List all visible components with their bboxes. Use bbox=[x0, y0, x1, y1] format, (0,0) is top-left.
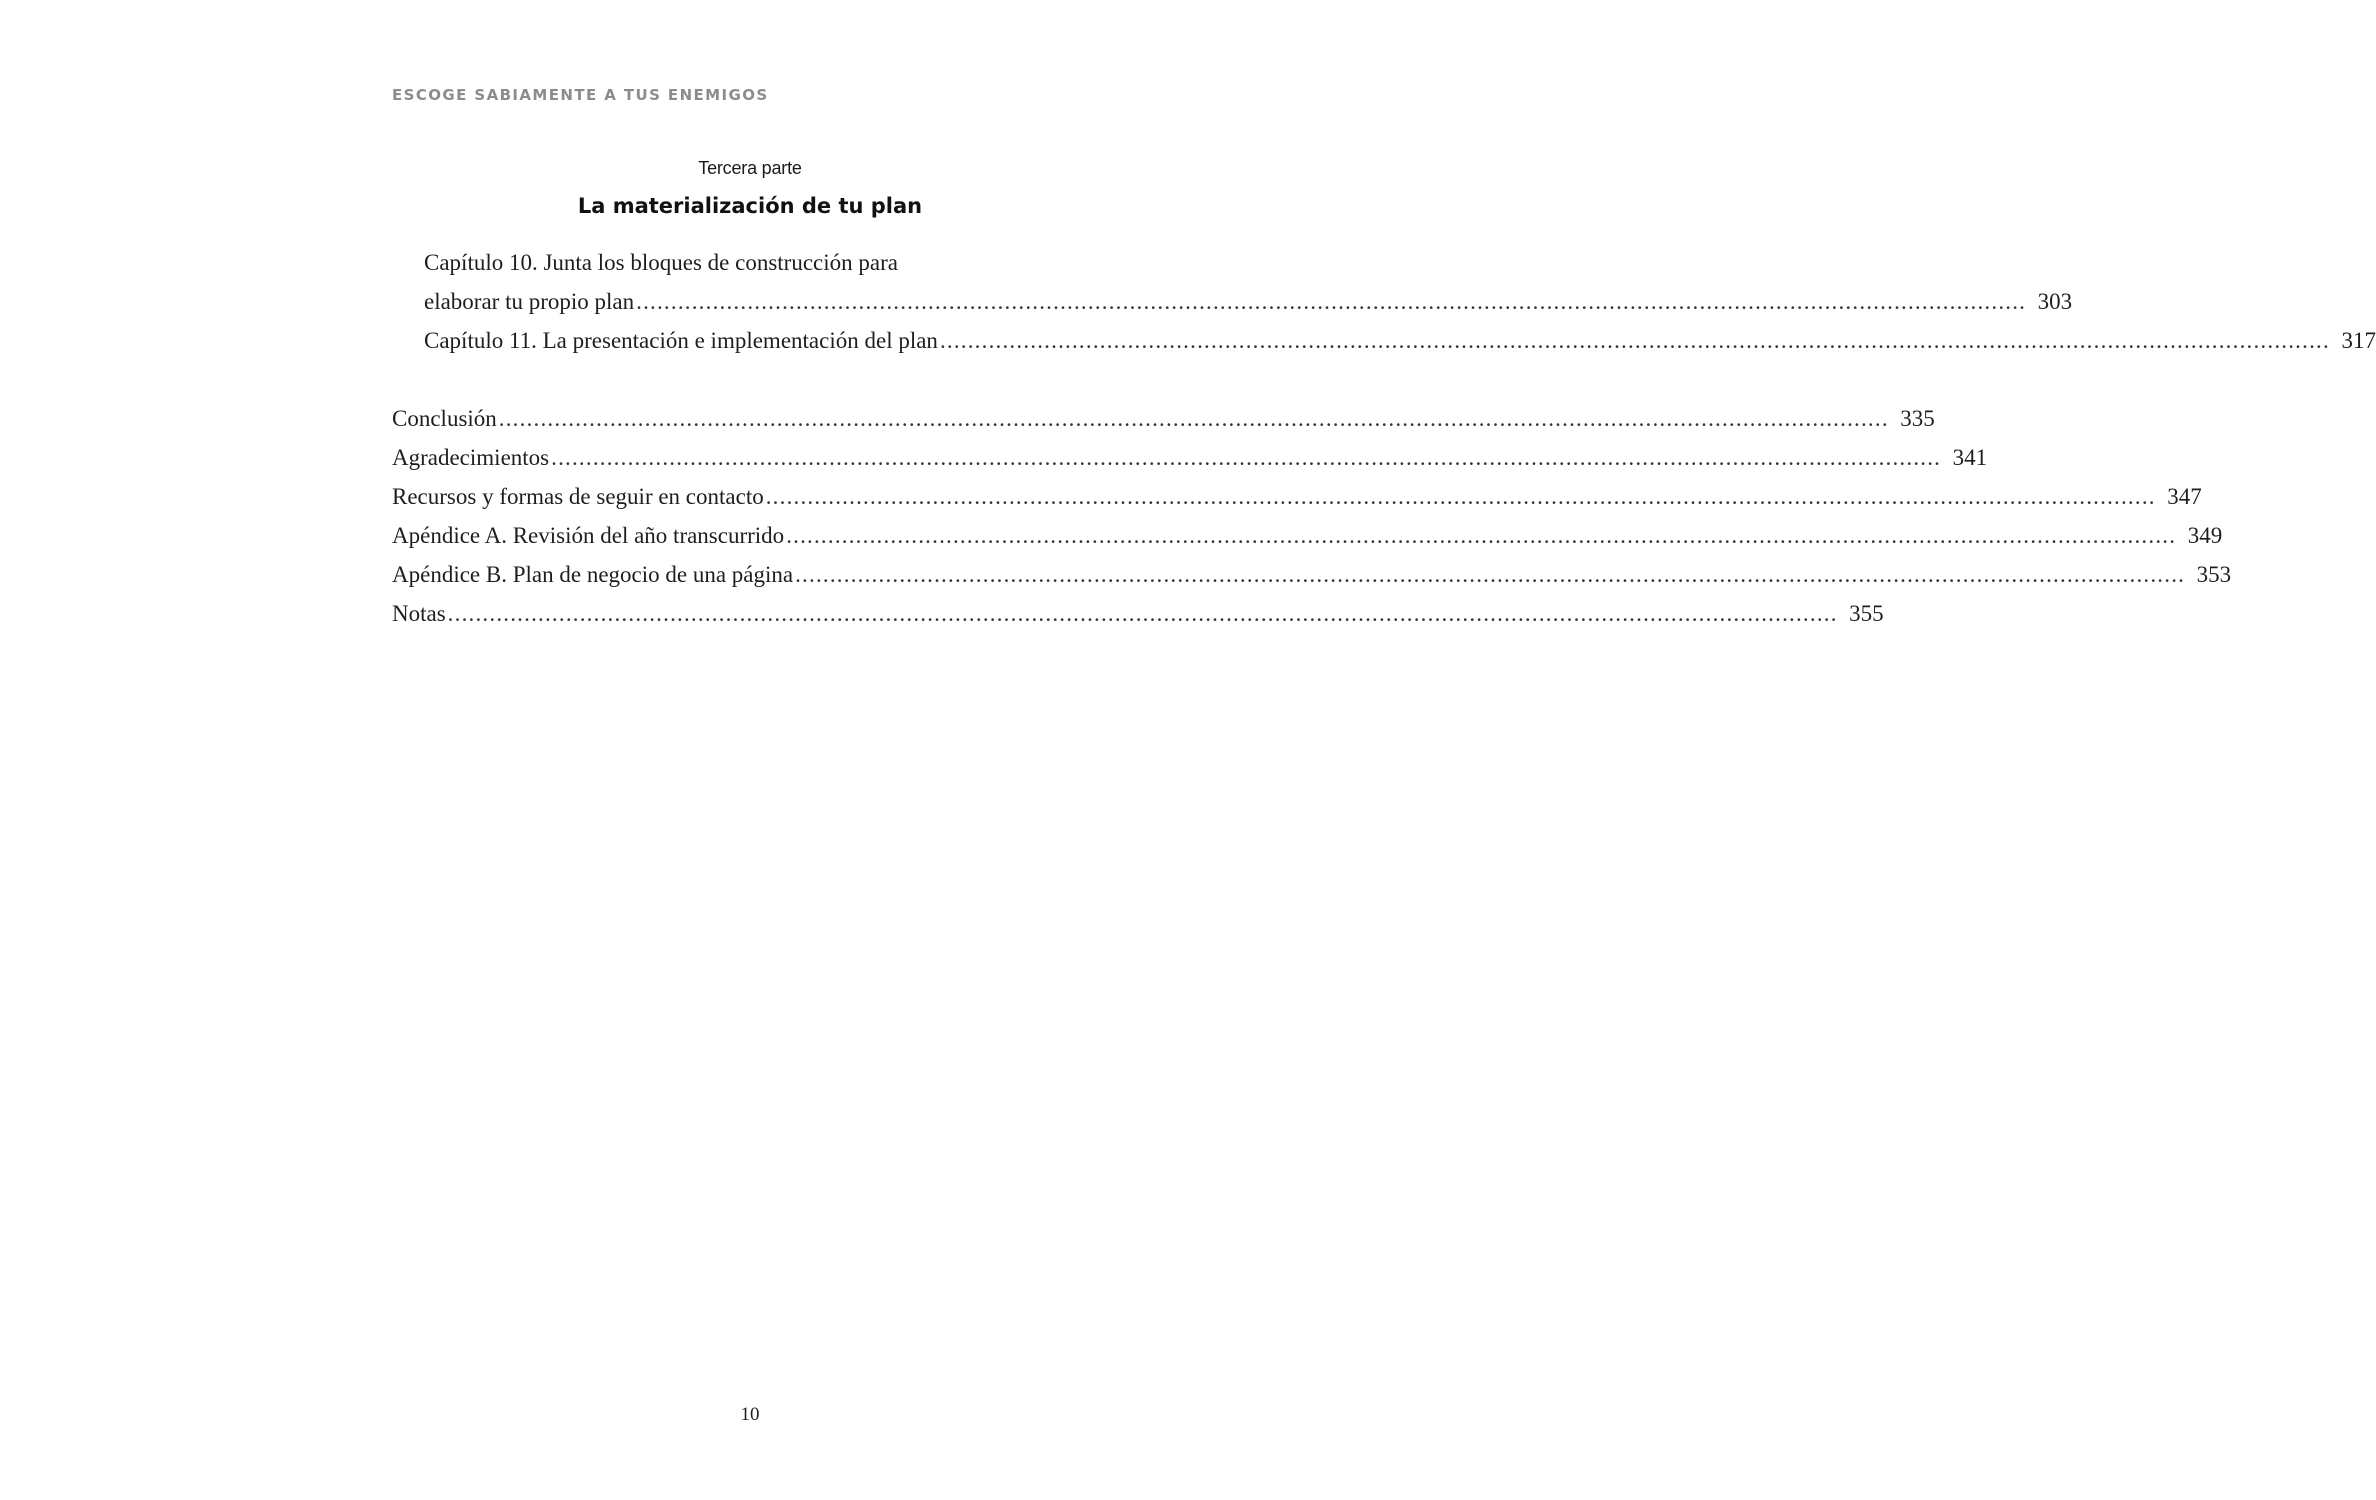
toc-entry-chapter-11 bbox=[424, 328, 2376, 360]
toc-entry-label: elaborar tu propio plan bbox=[424, 289, 635, 314]
toc-entry-page: 353 bbox=[2196, 562, 2232, 587]
part-title: La materialización de tu plan bbox=[577, 194, 923, 218]
toc-entry-chapter-10 bbox=[424, 289, 2073, 321]
dot-leader: ........................................................................................................................................................................................................ bbox=[939, 328, 2330, 353]
toc-entry-page: 341 bbox=[1952, 445, 1988, 470]
toc-entry-page: 303 bbox=[2037, 289, 2073, 314]
dot-leader: ........................................................................................................................................................................................................ bbox=[498, 406, 1889, 431]
toc-entry-page: 355 bbox=[1849, 601, 1884, 626]
toc-entry-page: 317 bbox=[2341, 328, 2376, 353]
toc-entry-label: Apéndice A. Revisión del año transcurrido bbox=[392, 523, 785, 548]
toc-entry-appendix-b bbox=[392, 562, 2232, 594]
toc-entry-label: Agradecimientos bbox=[392, 445, 550, 470]
toc-entry-page: 335 bbox=[1900, 406, 1935, 431]
toc-entry-resources bbox=[392, 484, 2202, 516]
toc-entry-label: Conclusión bbox=[392, 406, 497, 431]
dot-leader: ........................................................................................................................................................................................................ bbox=[636, 289, 2027, 314]
part-label: Tercera parte bbox=[698, 158, 802, 178]
dot-leader: ........................................................................................................................................................................................................ bbox=[765, 484, 2156, 509]
running-head: ESCOGE SABIAMENTE A TUS ENEMIGOS bbox=[392, 86, 769, 104]
toc-entry-label: Capítulo 11. La presentación e implementación del plan bbox=[424, 328, 938, 353]
toc-entry-chapter-10-line-1 bbox=[424, 250, 1106, 282]
dot-leader: ........................................................................................................................................................................................................ bbox=[786, 523, 2177, 548]
toc-entry-appendix-a bbox=[392, 523, 2223, 555]
toc-entry-conclusion bbox=[392, 406, 1935, 438]
toc-entry-label: Recursos y formas de seguir en contacto bbox=[392, 484, 764, 509]
toc-entry-page: 349 bbox=[2187, 523, 2223, 548]
toc-entry-page: 347 bbox=[2167, 484, 2202, 509]
dot-leader: ........................................................................................................................................................................................................ bbox=[447, 601, 1838, 626]
page-number: 10 bbox=[740, 1404, 760, 1425]
toc-entry-label: Notas bbox=[392, 601, 446, 626]
dot-leader: ........................................................................................................................................................................................................ bbox=[795, 562, 2186, 587]
dot-leader: ........................................................................................................................................................................................................ bbox=[551, 445, 1942, 470]
toc-entry-acknowledgements bbox=[392, 445, 1988, 477]
toc-entry-label: Capítulo 10. Junta los bloques de construcción para bbox=[424, 250, 898, 275]
toc-entry-notes bbox=[392, 601, 1884, 633]
toc-entry-label: Apéndice B. Plan de negocio de una página bbox=[392, 562, 794, 587]
